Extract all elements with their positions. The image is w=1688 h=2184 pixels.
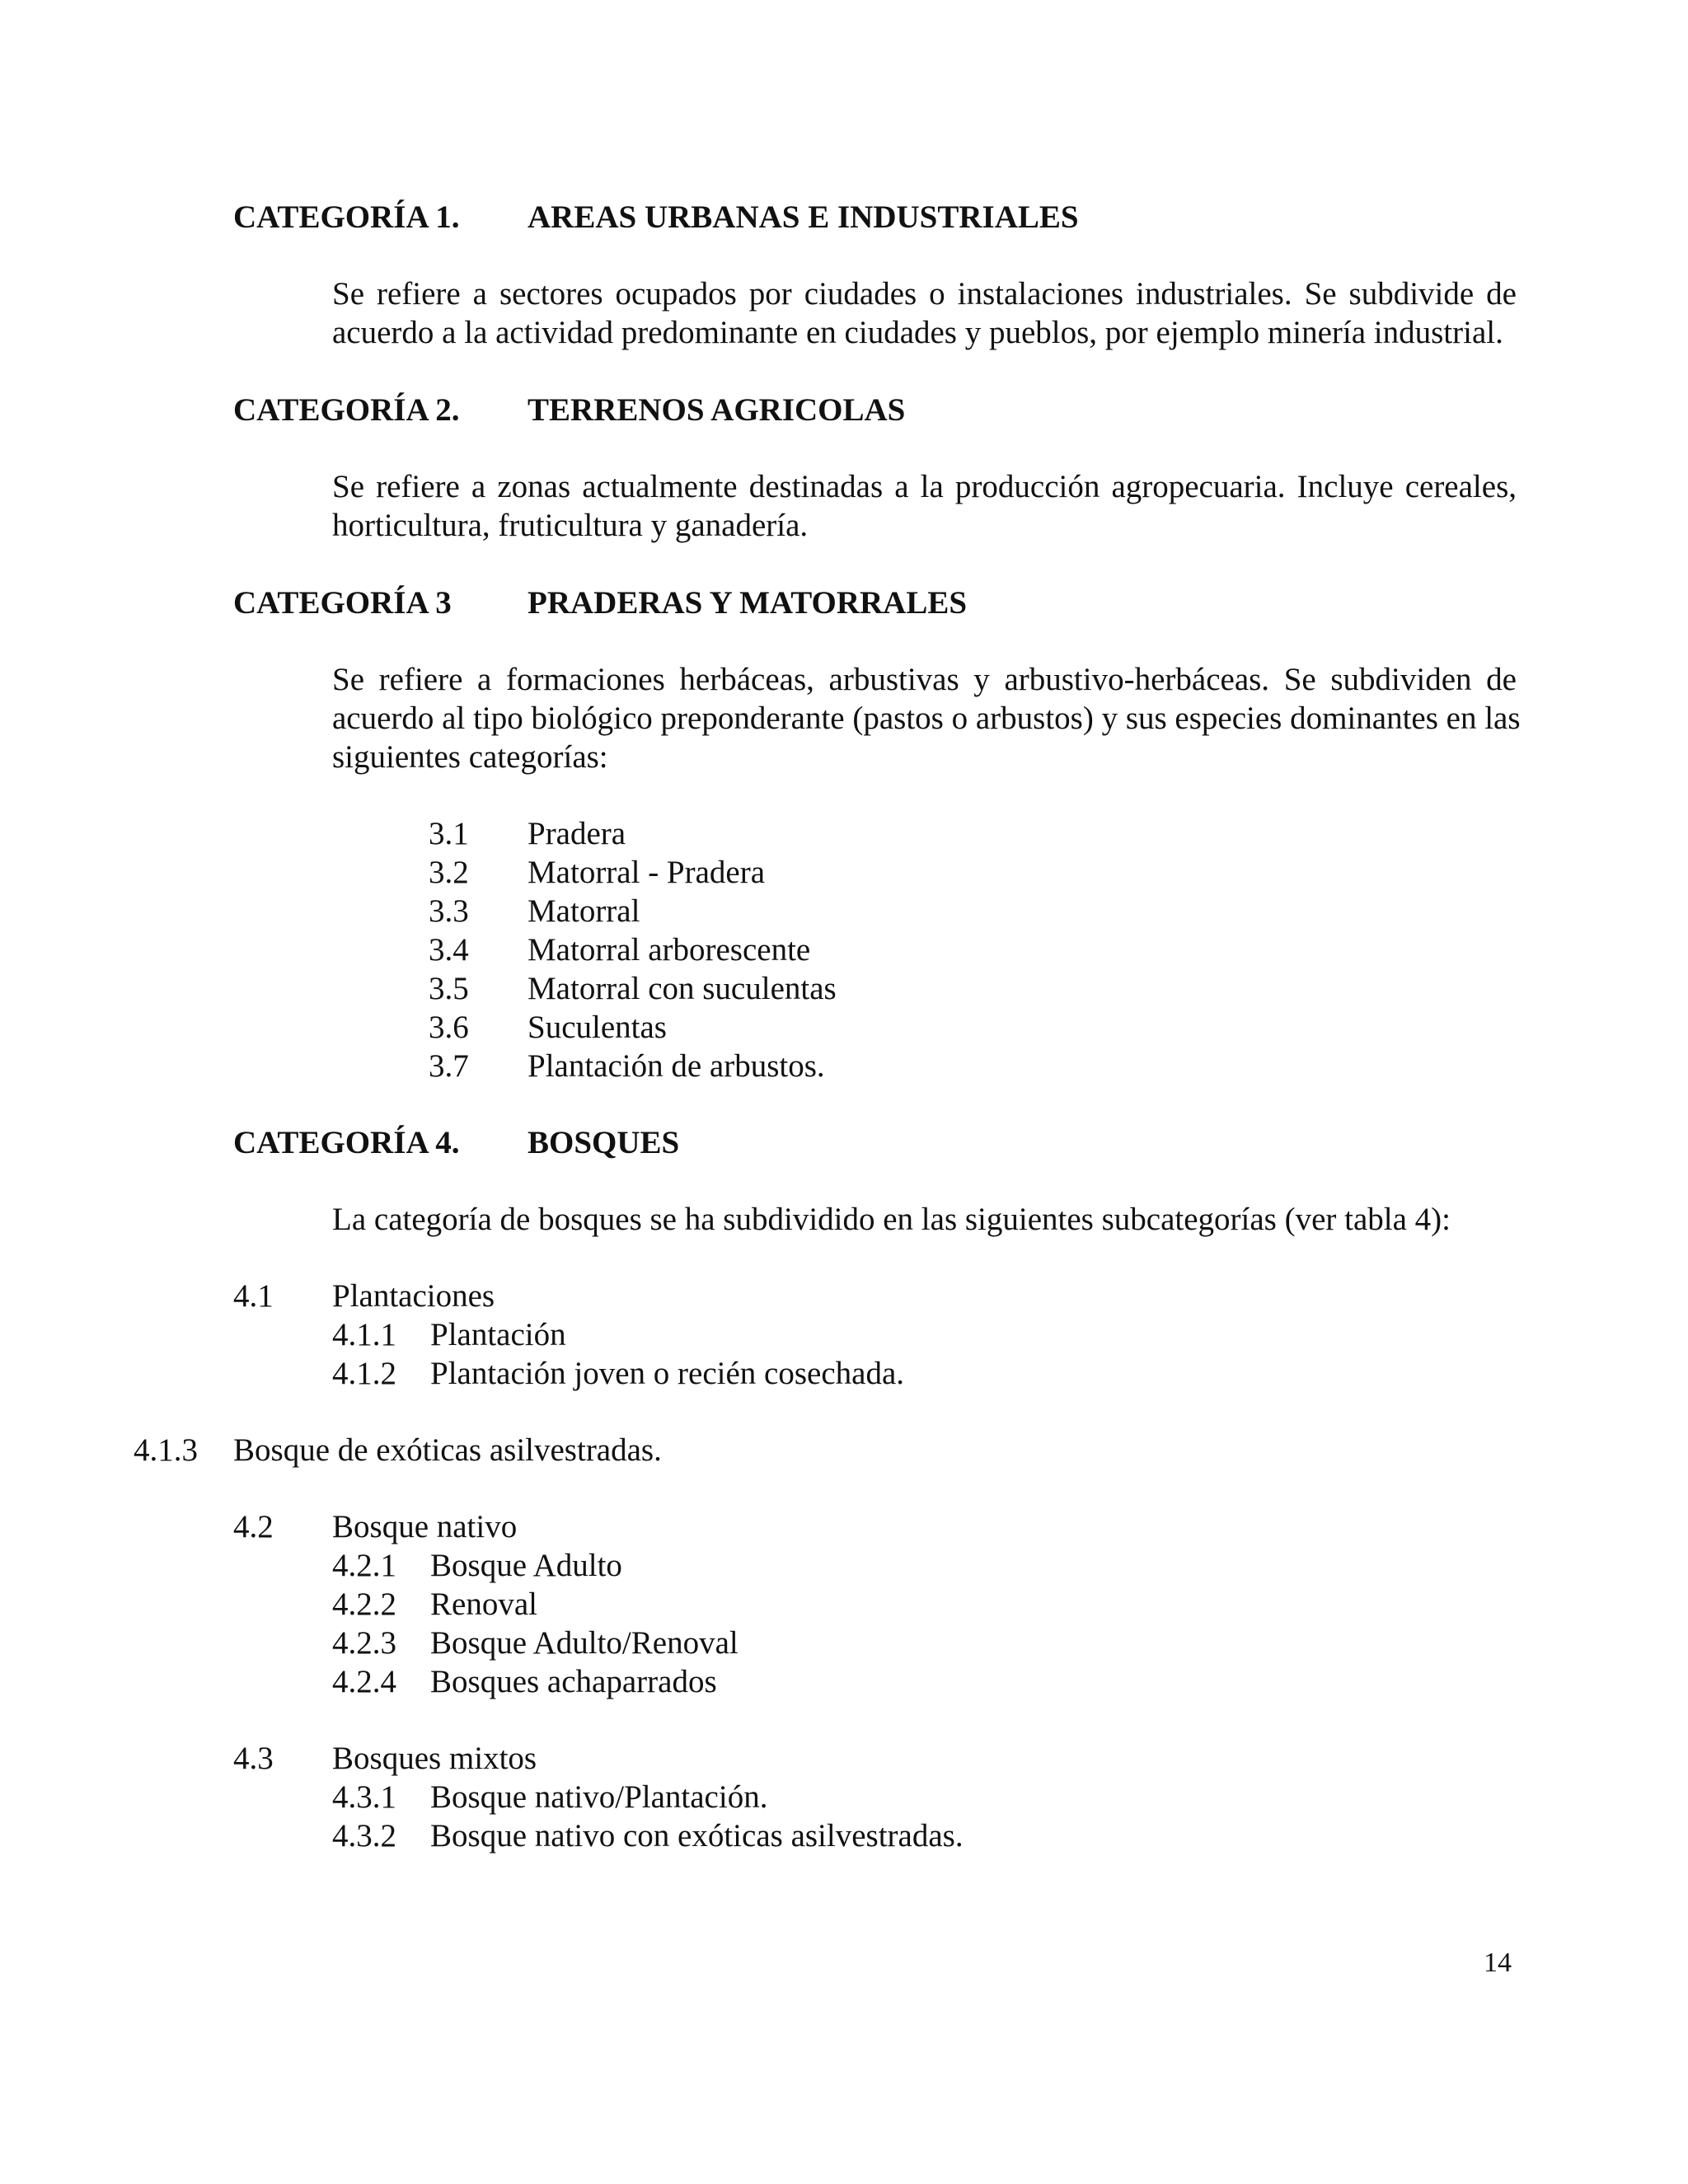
paragraph-line: siguientes categorías: [332, 739, 608, 775]
subsection-text: Bosque nativo/Plantación. [430, 1779, 768, 1815]
paragraph-line: horticultura, fruticultura y ganadería. [332, 508, 809, 543]
list-item-text: Matorral [528, 893, 640, 929]
category-3-title: PRADERAS Y MATORRALES [528, 585, 968, 621]
list-item-number: 3.4 [429, 932, 469, 968]
category-2-title: TERRENOS AGRICOLAS [528, 392, 906, 428]
subsection-number: 4.2.3 [332, 1625, 396, 1661]
section-number: 4.1 [233, 1278, 274, 1314]
subsection-text: Plantación joven o recién cosechada. [430, 1356, 905, 1391]
list-item-number: 3.1 [429, 816, 469, 851]
category-3-label: CATEGORÍA 3 [233, 585, 452, 621]
list-item-text: Plantación de arbustos. [528, 1048, 825, 1084]
list-item-text: Matorral - Pradera [528, 855, 766, 890]
category-4-title: BOSQUES [528, 1125, 680, 1160]
paragraph-line: acuerdo a la actividad predominante en ciudades y pueblos, por ejemplo minería industrial. [332, 315, 1503, 350]
subsection-text: Bosque Adulto [430, 1548, 622, 1583]
list-item-text: Matorral con suculentas [528, 971, 837, 1006]
paragraph-line: acuerdo al tipo biológico preponderante (pastos o arbustos) y sus especies dominantes en las [332, 701, 1521, 736]
category-3-paragraph [332, 660, 1521, 776]
category-1-title: AREAS URBANAS E INDUSTRIALES [528, 199, 1079, 235]
list-item-number: 3.5 [429, 971, 469, 1006]
list-item-number: 3.6 [429, 1010, 469, 1045]
paragraph-line: Se refiere a formaciones herbáceas, arbustivas y arbustivo-herbáceas. Se subdividen de [332, 662, 1517, 697]
category-4-intro: La categoría de bosques se ha subdividido en las siguientes subcategorías (ver tabla 4): [332, 1202, 1451, 1237]
list-item-text: Suculentas [528, 1010, 667, 1045]
subsection-number: 4.3.1 [332, 1779, 396, 1815]
list-item-number: 3.7 [429, 1048, 469, 1084]
category-2-label: CATEGORÍA 2. [233, 392, 460, 428]
section-text: Bosques mixtos [332, 1741, 537, 1776]
paragraph-line: Se refiere a sectores ocupados por ciudades o instalaciones industriales. Se subdivide de [332, 276, 1517, 312]
list-item-number: 3.2 [429, 855, 469, 890]
subsection-number: 4.3.2 [332, 1818, 396, 1854]
subsection-number: 4.2.1 [332, 1548, 396, 1583]
section-text: Bosque nativo [332, 1509, 518, 1544]
subsection-text: Bosque nativo con exóticas asilvestradas. [430, 1818, 964, 1854]
paragraph-line: Se refiere a zonas actualmente destinadas a la producción agropecuaria. Incluye cereales, [332, 469, 1517, 504]
subsection-text: Plantación [430, 1317, 566, 1352]
section-number: 4.3 [233, 1741, 274, 1776]
subsection-text: Bosques achaparrados [430, 1664, 717, 1699]
category-2-paragraph [332, 467, 1517, 545]
subsection-number: 4.2.2 [332, 1586, 396, 1622]
page-number: 14 [1484, 1947, 1512, 1978]
list-item-text: Matorral arborescente [528, 932, 811, 968]
subsection-text: Bosque de exóticas asilvestradas. [233, 1432, 662, 1468]
subsection-text: Bosque Adulto/Renoval [430, 1625, 738, 1661]
category-4-label: CATEGORÍA 4. [233, 1125, 460, 1160]
subsection-text: Renoval [430, 1586, 537, 1622]
subsection-number: 4.1.3 [134, 1432, 198, 1468]
subsection-number: 4.2.4 [332, 1664, 396, 1699]
list-item-text: Pradera [528, 816, 626, 851]
list-item-number: 3.3 [429, 893, 469, 929]
subsection-number: 4.1.1 [332, 1317, 396, 1352]
section-text: Plantaciones [332, 1278, 495, 1314]
category-1-paragraph [332, 274, 1517, 352]
category-1-label: CATEGORÍA 1. [233, 199, 460, 235]
subsection-number: 4.1.2 [332, 1356, 396, 1391]
section-number: 4.2 [233, 1509, 274, 1544]
